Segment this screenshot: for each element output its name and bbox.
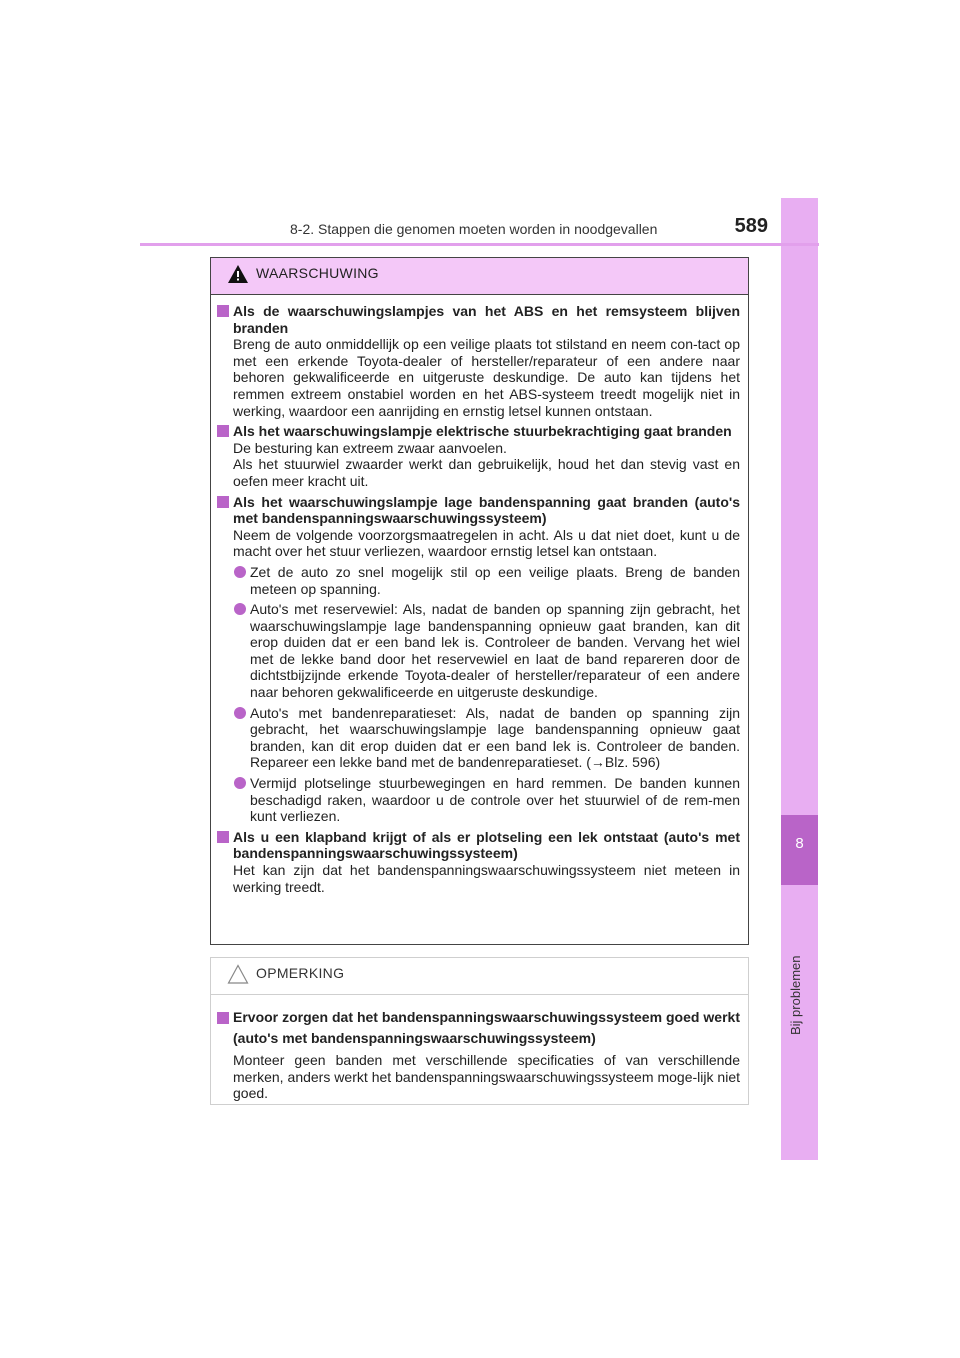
bullet-text: Zet de auto zo snel mogelijk stil op een veilige plaats. Breng de banden meteen op spanning.	[250, 563, 740, 597]
note-header	[211, 958, 748, 995]
warning-item-power-steering	[217, 423, 740, 489]
warning-item-heading: Als het waarschuwingslampje lage bandenspanning gaat branden (auto's met bandenspanningswaarschuwingssysteem)	[233, 493, 740, 527]
bullet-point	[233, 564, 740, 597]
warning-item-body: Neem de volgende voorzorgsmaatregelen in acht. Als u dat niet doet, kunt u de macht over het stuur verliezen, waardoor ernstig letsel kan ontstaan.	[233, 526, 740, 560]
chapter-number: 8	[795, 835, 804, 852]
warning-item-heading: Als u een klapband krijgt of als er plotseling een lek ontstaat (auto's met bandenspanningswaarschuwingssysteem)	[233, 828, 740, 862]
warning-header	[211, 258, 748, 295]
warning-item-tire-pressure	[217, 494, 740, 825]
bullet-point	[233, 775, 740, 825]
warning-item-body: Het kan zijn dat het bandenspanningswaarschuwingssysteem niet meteen in werking treedt.	[233, 862, 740, 895]
chapter-title: Bij problemen	[788, 955, 803, 1035]
chapter-number-badge	[781, 815, 818, 885]
square-bullet-icon	[217, 831, 229, 843]
note-box	[210, 957, 749, 1105]
bullet-text: Auto's met bandenreparatieset: Als, nadat de banden op spanning zijn gebracht, het waarschuwingslampje lage bandenspanning opnieuw gaat branden, kan dit erop duiden dat er een band lek is. Controleer de banden. Repareer een lekke band met de bandenreparatieset. (→Blz. 596)	[250, 704, 740, 771]
round-bullet-icon	[234, 707, 246, 719]
bullet-text: Auto's met reservewiel: Als, nadat de banden op spanning zijn gebracht, het waarschuwingslampje lage bandenspanning opnieuw gaat branden, kan dit erop duiden dat er een band lek is. Controleer de banden. Vervang het wiel met de lekke band door het reservewiel en laat de band repareren door de dichtstbijzijnde erkende Toyota-dealer of hersteller/reparateur of een andere naar behoren gekwalificeerde en uitgeruste deskundige.	[250, 601, 740, 701]
square-bullet-icon	[217, 305, 229, 317]
warning-item-body: Breng de auto onmiddellijk op een veilige plaats tot stilstand en neem con-tact op met een erkende Toyota-dealer of hersteller/reparateur of een andere naar behoren gekwalificeerde en uitgeruste deskundige. De auto kan tijdens het remmen extreem onstabiel worden en het ABS-systeem treedt mogelijk niet in werking, waardoor een aanrijding en ernstig letsel kunnen ontstaan.	[233, 336, 740, 419]
note-item-heading: Ervoor zorgen dat het bandenspanningswaarschuwingssysteem goed werkt (auto's met bandenspanningswaarschuwingssysteem)	[233, 1009, 740, 1046]
warning-item-body-line: De besturing kan extreem zwaar aanvoelen.	[233, 439, 507, 456]
bullet-text: Vermijd plotselinge stuurbewegingen en hard remmen. De banden kunnen beschadigd raken, waardoor u de controle over het stuurwiel of de rem-men kunt verliezen.	[250, 775, 740, 825]
square-bullet-icon	[217, 425, 229, 437]
note-item-tpms	[217, 1007, 740, 1102]
warning-item-body-line: Als het stuurwiel zwaarder werkt dan gebruikelijk, houd het dan stevig vast en oefen meer kracht uit.	[233, 456, 740, 489]
warning-item-abs	[217, 303, 740, 419]
warning-item-heading: Als het waarschuwingslampje elektrische stuurbekrachtiging gaat branden	[233, 423, 732, 440]
section-title: 8-2. Stappen die genomen moeten worden in noodgevallen	[290, 221, 658, 237]
warning-item-blowout	[217, 829, 740, 895]
bullet-point	[233, 705, 740, 771]
square-bullet-icon	[217, 496, 229, 508]
note-item-body: Monteer geen banden met verschillende specificaties of van verschillende merken, anders werkt het bandenspanningswaarschuwingssysteem moge-lijk niet goed.	[233, 1052, 740, 1102]
page-number: 589	[734, 215, 768, 237]
round-bullet-icon	[234, 777, 246, 789]
header-rule	[140, 243, 819, 246]
caution-outline-icon	[227, 964, 249, 984]
round-bullet-icon	[234, 566, 246, 578]
warning-box	[210, 257, 749, 945]
warning-item-heading: Als de waarschuwingslampjes van het ABS en het remsysteem blijven branden	[233, 303, 740, 336]
warning-title: WAARSCHUWING	[256, 265, 379, 281]
bullet-point	[233, 601, 740, 701]
square-bullet-icon	[217, 1012, 229, 1024]
note-title: OPMERKING	[256, 965, 345, 981]
round-bullet-icon	[234, 603, 246, 615]
warning-icon	[227, 264, 249, 284]
